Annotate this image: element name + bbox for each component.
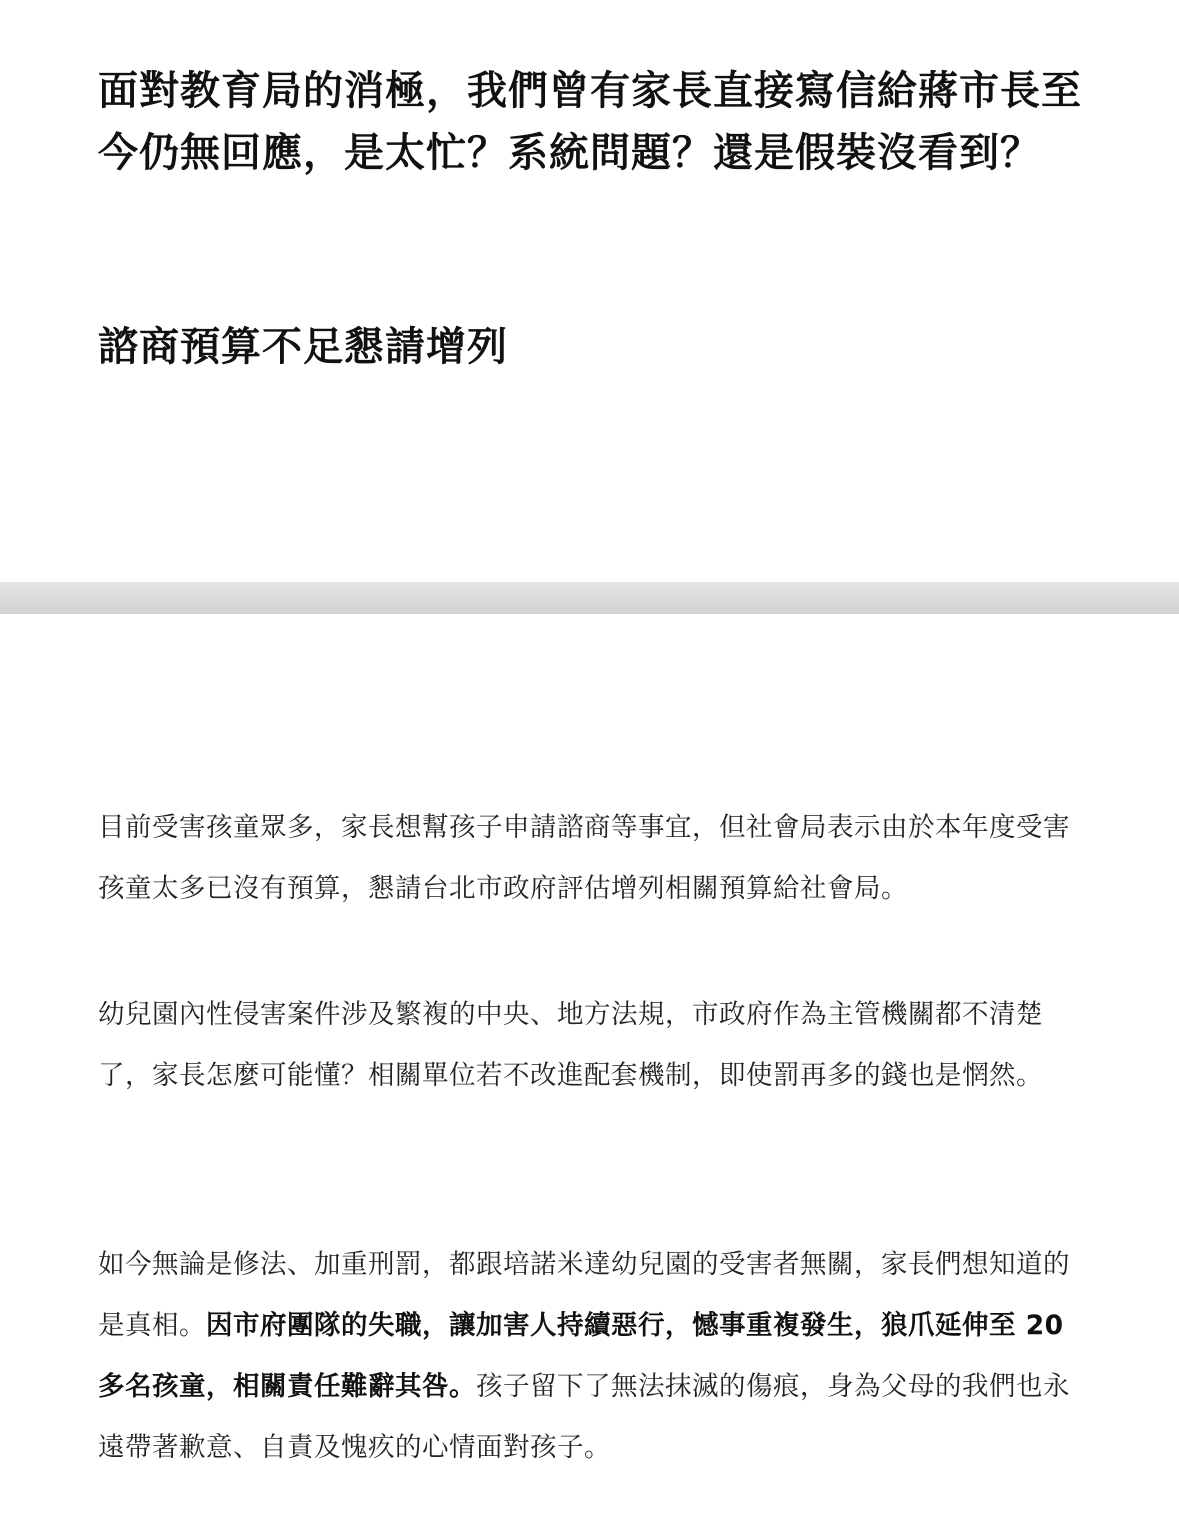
- heading-counseling-budget: 諮商預算不足懇請增列: [98, 324, 508, 370]
- paragraph-truth-closing: 孩子留下了無法抹滅的傷痕，身為父母的我們也永遠帶著歉意、自責及愧疚的心情面對孩子。: [98, 1371, 1070, 1463]
- paragraph-truth-emphasis: 因市府團隊的失職，讓加害人持續惡行，憾事重複發生，狼爪延伸至 20 多名孩童，相關責任難辭其咎。: [98, 1310, 1064, 1402]
- paragraph-regulations: 幼兒園內性侵害案件涉及繁複的中央、地方法規，市政府作為主管機關都不清楚了，家長怎麼可能懂？相關單位若不改進配套機制，即使罰再多的錢也是惘然。: [98, 999, 1043, 1091]
- lower-content-section: [0, 614, 1179, 1517]
- section-divider: [0, 582, 1179, 614]
- paragraph-truth: [98, 1234, 1088, 1478]
- heading-no-response: 面對教育局的消極，我們曾有家長直接寫信給蔣市長至今仍無回應，是太忙？系統問題？還是假裝沒看到？: [98, 68, 1082, 176]
- upper-content-section: [0, 0, 1179, 582]
- paragraph-budget-request: 目前受害孩童眾多，家長想幫孩子申請諮商等事宜，但社會局表示由於本年度受害孩童太多已沒有預算，懇請台北市政府評估增列相關預算給社會局。: [98, 812, 1070, 904]
- paragraph-truth-intro: 如今無論是修法、加重刑罰，都跟培諾米達幼兒園的受害者無關，家長們想知道的是真相。: [98, 1249, 1070, 1341]
